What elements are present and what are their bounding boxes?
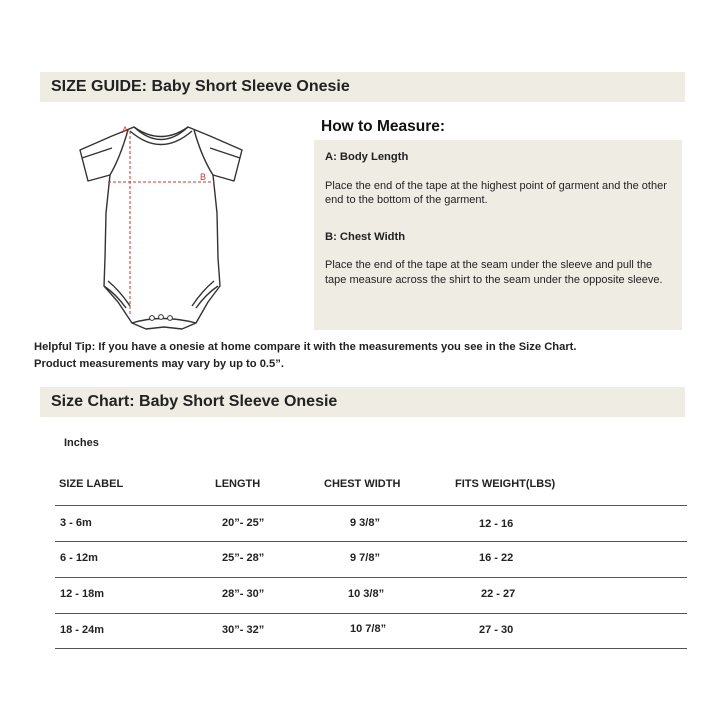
units-label: Inches (64, 437, 99, 449)
cell-length: 28”- 30” (222, 588, 265, 600)
cell-length: 20”- 25” (222, 517, 265, 529)
cell-length: 30”- 32” (222, 624, 265, 636)
table-rule (55, 577, 687, 578)
chest-width-text: Place the end of the tape at the seam under the sleeve and pull the tape measure across the shirt to the seam under the opposite sleeve. (325, 259, 663, 286)
body-length-text: Place the end of the tape at the highest point of garment and the other end to the bottom of the garment. (325, 179, 667, 206)
header-size-label: SIZE LABEL (59, 478, 124, 490)
cell-weight: 22 - 27 (481, 588, 516, 600)
cell-length: 25”- 28” (222, 552, 265, 564)
cell-size: 3 - 6m (60, 517, 92, 529)
cell-chest: 9 7/8” (350, 552, 380, 564)
label-a: A (122, 125, 129, 135)
helpful-tip-line-1: Helpful Tip: If you have a onesie at home compare it with the measurements you see in the Size Chart. (34, 341, 577, 353)
header-chest-width: CHEST WIDTH (324, 478, 401, 490)
cell-size: 18 - 24m (60, 624, 105, 636)
chest-width-heading: B: Chest Width (325, 230, 406, 243)
how-to-measure-box (314, 140, 682, 330)
cell-chest: 10 3/8” (348, 588, 385, 600)
cell-chest: 10 7/8” (350, 623, 387, 635)
header-fits-weight: FITS WEIGHT(LBS) (455, 478, 556, 490)
size-guide-title-text: SIZE GUIDE: Baby Short Sleeve Onesie (51, 78, 350, 95)
table-rule (55, 613, 687, 614)
cell-chest: 9 3/8” (350, 517, 380, 529)
size-guide-title (40, 72, 685, 102)
body-length-heading: A: Body Length (325, 151, 409, 163)
onesie-illustration (72, 118, 250, 338)
helpful-tip-line-2: Product measurements may vary by up to 0.5”. (34, 358, 284, 370)
onesie-outline (80, 127, 242, 329)
cell-weight: 12 - 16 (479, 518, 514, 530)
table-rule (55, 648, 687, 649)
size-chart-title (40, 387, 685, 417)
cell-size: 6 - 12m (60, 552, 98, 564)
table-rule (55, 541, 687, 542)
cell-size: 12 - 18m (60, 588, 105, 600)
helpful-tip (34, 339, 577, 373)
header-length: LENGTH (215, 478, 261, 490)
how-to-measure-title: How to Measure: (321, 118, 446, 135)
cell-weight: 27 - 30 (479, 624, 514, 636)
cell-weight: 16 - 22 (479, 552, 514, 564)
table-rule (55, 505, 687, 506)
size-chart-title-text: Size Chart: Baby Short Sleeve Onesie (51, 393, 338, 410)
label-b: B (200, 172, 207, 182)
